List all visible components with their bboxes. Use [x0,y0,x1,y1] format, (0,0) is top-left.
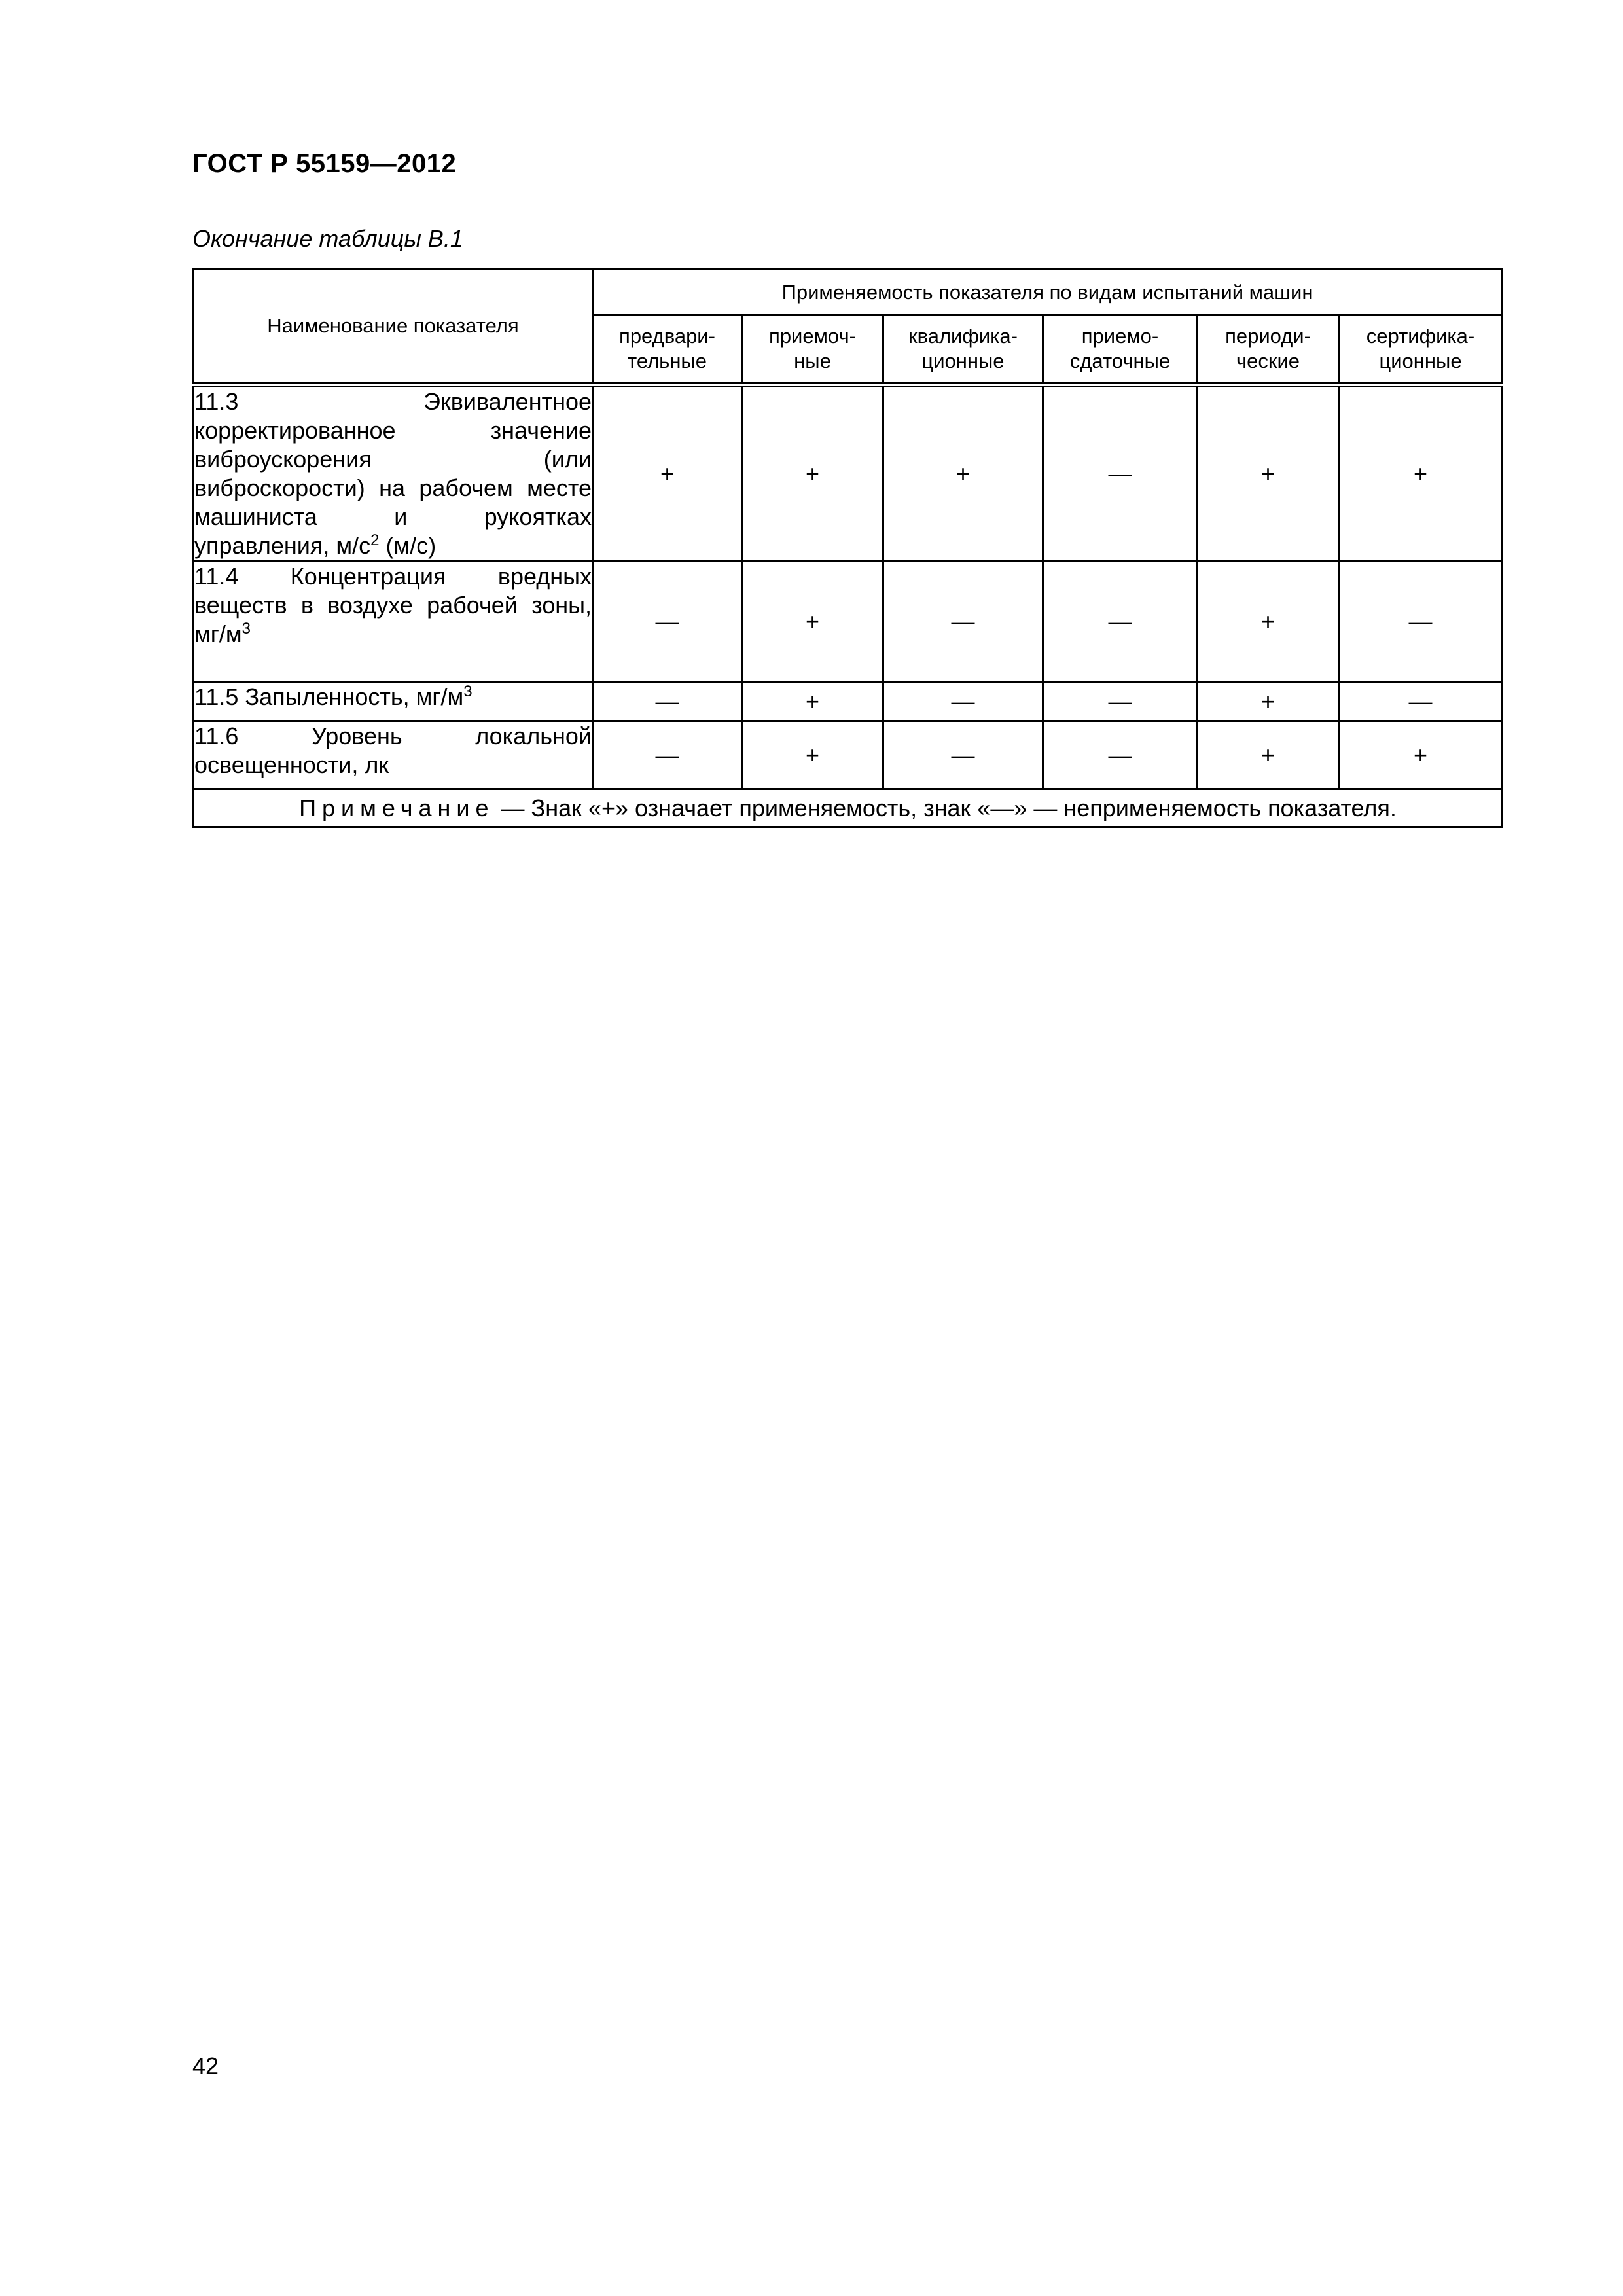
applicability-mark: + [742,682,883,721]
applicability-mark: — [593,682,742,721]
applicability-mark: + [742,721,883,789]
page-number: 42 [192,2053,219,2079]
column-header [883,315,1043,385]
indicator-name-text: 11.3 Эквивалентное корректированное значение виброускорения (или виброскорости) на рабочем месте машиниста и рукоятках управления, м/с [194,388,592,559]
applicability-mark: — [1043,721,1198,789]
column-header-label: периоди- ческие [1225,325,1311,372]
column-header [742,315,883,385]
column-header-label: приемо- сдаточные [1069,325,1171,372]
applicability-mark: — [883,682,1043,721]
unit-superscript: 2 [370,531,380,549]
document-code: ГОСТ Р 55159—2012 [192,149,457,178]
applicability-mark: — [1339,562,1503,682]
applicability-mark: — [883,562,1043,682]
table-row [194,682,1503,721]
column-header [1339,315,1503,385]
applicability-mark: + [1198,562,1339,682]
indicator-name-header: Наименование показателя [194,270,593,385]
applicability-mark: — [1043,385,1198,562]
unit-superscript: 3 [241,620,251,637]
applicability-table [192,268,1503,828]
indicator-name-tail: (м/с) [379,532,437,559]
applicability-mark: + [593,385,742,562]
table-row [194,562,1503,682]
indicator-name-cell [194,562,593,682]
unit-superscript: 3 [463,683,473,700]
indicator-name-cell [194,385,593,562]
indicator-name-cell [194,682,593,721]
note-text: — Знак «+» означает применяемость, знак «—» — неприменяемость показателя. [494,794,1397,821]
column-header [1043,315,1198,385]
indicator-name-text: 11.5 Запыленность, мг/м [194,683,464,710]
applicability-mark: + [1198,721,1339,789]
column-header-label: сертифика- ционные [1366,325,1475,372]
table-note [194,789,1503,827]
applicability-mark: — [1339,682,1503,721]
table-row [194,385,1503,562]
applicability-mark: + [1339,385,1503,562]
applicability-mark: — [883,721,1043,789]
table-row [194,721,1503,789]
indicator-name-text: 11.4 Концентрация вредных веществ в воздухе рабочей зоны, мг/м [194,563,592,647]
applicability-mark: + [742,562,883,682]
applicability-group-header: Применяемость показателя по видам испытаний машин [593,270,1503,315]
applicability-mark: — [1043,562,1198,682]
applicability-mark: + [883,385,1043,562]
applicability-mark: — [593,562,742,682]
indicator-name-cell [194,721,593,789]
applicability-mark: + [742,385,883,562]
indicator-name-text: 11.6 Уровень локальной освещенности, лк [194,723,592,778]
table-note-row [194,789,1503,827]
column-header-label: квалифика- ционные [908,325,1018,372]
column-header-label: приемоч- ные [769,325,856,372]
note-prefix: Примечание [299,794,495,821]
column-header [593,315,742,385]
table-caption: Окончание таблицы В.1 [192,225,463,252]
applicability-mark: + [1198,682,1339,721]
column-header [1198,315,1339,385]
applicability-mark: — [593,721,742,789]
column-header-label: предвари- тельные [619,325,715,372]
applicability-mark: + [1339,721,1503,789]
applicability-mark: — [1043,682,1198,721]
applicability-mark: + [1198,385,1339,562]
